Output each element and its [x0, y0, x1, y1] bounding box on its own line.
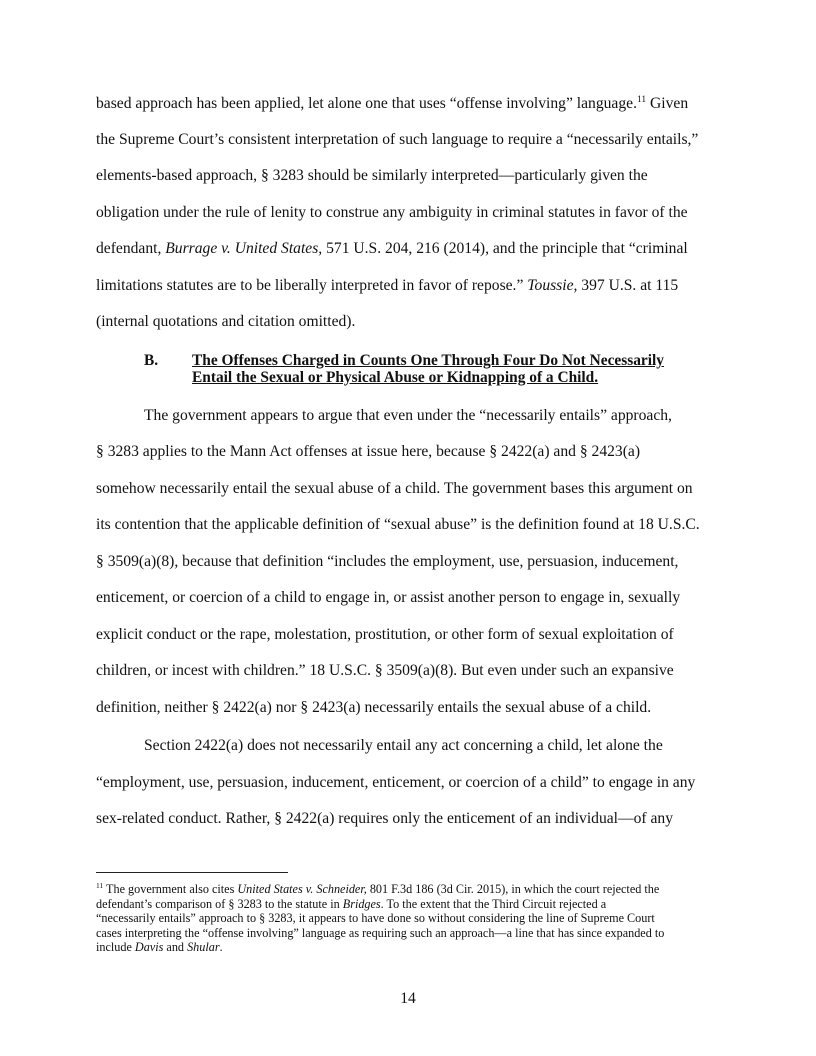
body-line: definition, neither § 2422(a) nor § 2423(a) necessarily entails the sexual abuse of a child.	[96, 699, 652, 716]
body-line: somehow necessarily entail the sexual abuse of a child. The government bases this argument on	[96, 480, 693, 497]
body-line: children, or incest with children.” 18 U.S.C. § 3509(a)(8). But even under such an expansive	[96, 662, 674, 679]
body-line: Section 2422(a) does not necessarily entail any act concerning a child, let alone the	[144, 737, 663, 754]
section-heading-label: B.	[144, 352, 159, 369]
case-citation: Burrage v. United States,	[165, 240, 323, 257]
footnote-line	[96, 940, 726, 955]
body-line	[96, 240, 736, 258]
footnote-text: defendant’s comparison of § 3283 to the statute in	[96, 896, 343, 911]
footnote-separator	[96, 872, 288, 873]
case-citation: Toussie,	[527, 277, 578, 294]
body-line: sex-related conduct. Rather, § 2422(a) requires only the enticement of an individual—of any	[96, 810, 674, 827]
body-line: enticement, or coercion of a child to engage in, or assist another person to engage in, sexually	[96, 589, 681, 606]
section-heading-title-line2: Entail the Sexual or Physical Abuse or Kidnapping of a Child.	[192, 369, 599, 386]
body-line: (internal quotations and citation omitted).	[96, 313, 356, 330]
footnote-text: The government also cites	[103, 882, 238, 896]
footnote-text: include	[96, 940, 135, 954]
case-citation: Shular	[187, 940, 220, 954]
body-line	[96, 277, 736, 295]
body-line	[96, 95, 736, 113]
body-line: the Supreme Court’s consistent interpretation of such language to require a “necessarily entails,”	[96, 131, 699, 148]
footnote-line: “necessarily entails” approach to § 3283, it appears to have done so without considering the line of Supreme Court	[96, 911, 655, 925]
page-number: 14	[400, 990, 416, 1007]
body-line: The government appears to argue that even under the “necessarily entails” approach,	[144, 407, 672, 424]
footnote-text: 801 F.3d 186 (3d Cir. 2015), in which the court rejected the	[366, 882, 660, 896]
body-line: elements-based approach, § 3283 should be similarly interpreted—particularly given the	[96, 167, 648, 184]
body-text: 571 U.S. 204, 216 (2014), and the principle that “criminal	[322, 240, 688, 257]
body-text: 397 U.S. at 115	[577, 277, 679, 294]
footnote-line	[96, 897, 726, 912]
body-line: obligation under the rule of lenity to construe any ambiguity in criminal statutes in favor of the	[96, 204, 688, 221]
footnote-line: cases interpreting the “offense involving” language as requiring such an approach—a line that has since expanded to	[96, 925, 665, 940]
footnote-text: . To the extent that the Third Circuit rejected a	[380, 896, 607, 911]
body-text: based approach has been applied, let alone one that uses “offense involving” language.	[96, 95, 637, 112]
case-citation: Bridges	[342, 896, 381, 911]
footnote-text: and	[163, 940, 188, 954]
body-line: its contention that the applicable definition of “sexual abuse” is the definition found at 18 U.S.C.	[96, 516, 700, 533]
footnote-text: .	[219, 940, 223, 954]
body-text: Given	[646, 95, 689, 112]
body-line: explicit conduct or the rape, molestation, prostitution, or other form of sexual exploitation of	[96, 626, 674, 643]
body-line: “employment, use, persuasion, inducement, enticement, or coercion of a child” to engage in any	[96, 774, 696, 791]
body-text: limitations statutes are to be liberally interpreted in favor of repose.”	[96, 277, 528, 294]
body-line: § 3283 applies to the Mann Act offenses at issue here, because § 2422(a) and § 2423(a)	[96, 443, 641, 460]
footnote-number: 11	[96, 880, 104, 890]
case-citation: Davis	[134, 940, 164, 954]
case-citation: United States v. Schneider,	[237, 882, 367, 896]
body-line: § 3509(a)(8), because that definition “includes the employment, use, persuasion, inducement,	[96, 553, 679, 570]
footnote-reference[interactable]: 11	[636, 94, 647, 105]
section-heading-title-line1: The Offenses Charged in Counts One Through Four Do Not Necessarily	[192, 352, 665, 369]
footnote-line	[96, 882, 726, 897]
body-text: defendant,	[96, 240, 166, 257]
